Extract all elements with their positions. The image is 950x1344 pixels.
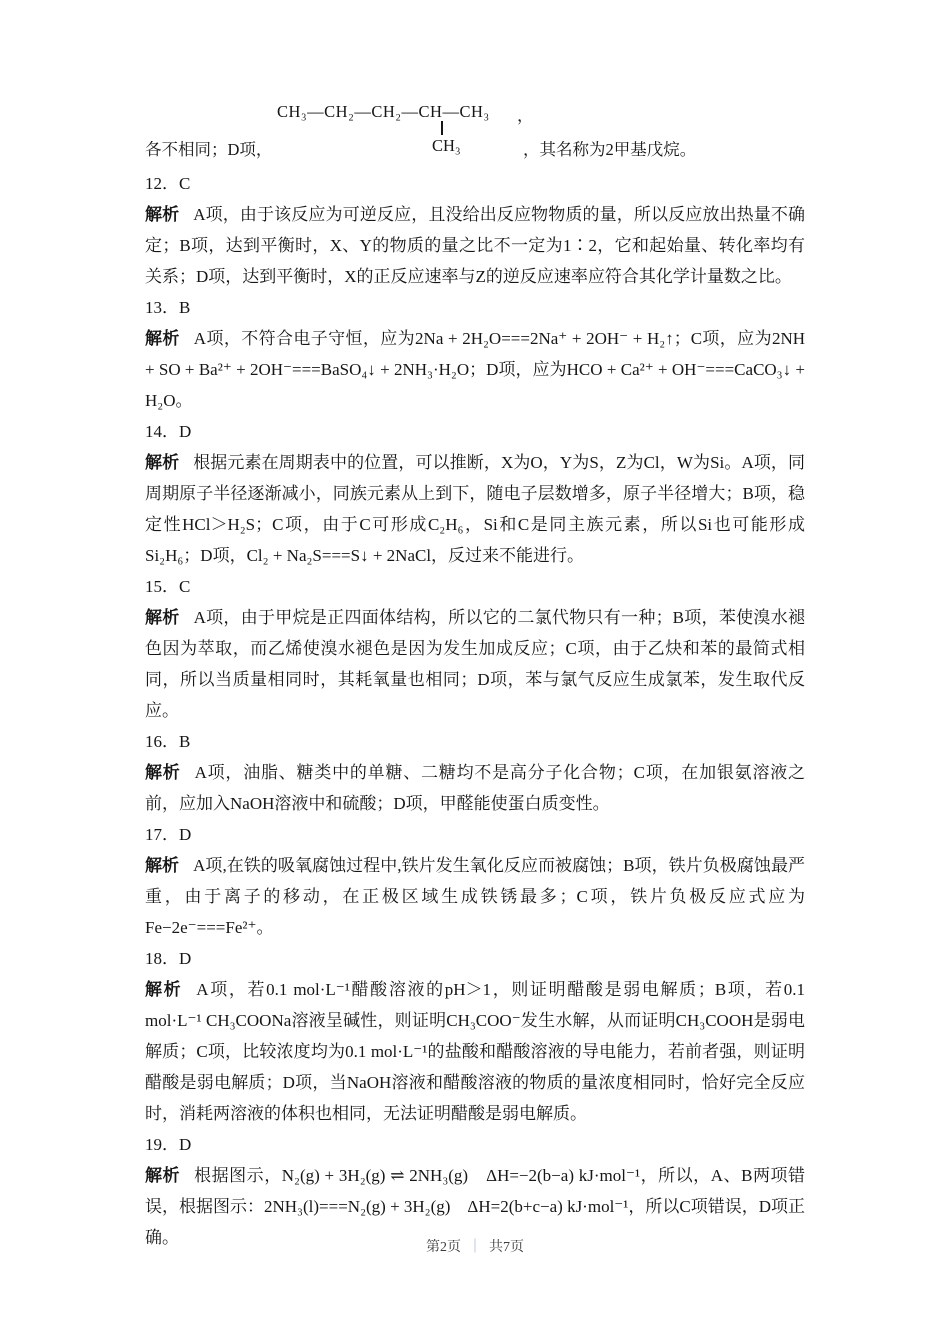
question-block-15 [145,571,805,726]
page-number: 第2页 [426,1240,461,1255]
question-answer: 16．B [145,732,191,751]
analysis-text: A项，由于该反应为可逆反应，且没给出反应物物质的量，所以反应放出热量不确定；B项，达到平衡时，X、Y的物质的量之比不一定为1∶2，它和起始量、转化率均有关系；D项，达到平衡时，X的正反应速率与Z的逆反应速率应符合其化学计量数之比。 [145,205,806,286]
question-block-16 [145,726,805,819]
structure-right-text: ，其名称为2甲基戊烷。 [523,140,697,159]
footer-divider: ｜ [468,1240,482,1255]
analysis-text: A项,在铁的吸氧腐蚀过程中,铁片发生氧化反应而被腐蚀；B项，铁片负极腐蚀最严重，由于离子的移动，在正极区域生成铁锈最多；C项，铁片负极反应式应为 Fe−2e⁻===Fe²⁺。 [145,856,805,937]
question-answer: 15．C [145,577,191,596]
document-content [145,102,805,1253]
structure-comma: ， [517,106,534,125]
question-block-14 [145,416,805,571]
structure-branch: CH₃ [432,136,461,155]
page-footer [0,1236,950,1256]
analysis-paragraph [145,447,805,571]
question-block-18 [145,943,805,1129]
analysis-label: 解析 [145,980,183,999]
analysis-text: A项，若0.1 mol·L⁻¹醋酸溶液的pH＞1，则证明醋酸是弱电解质；B项，若0.1 mol·L⁻¹ CH₃COONa溶液呈碱性，则证明CH₃COO⁻发生水解，从而证明CH₃COOH是弱电解质；C项，比较浓度均为0.1 mol·L⁻¹的盐酸和醋酸溶液的导电能力，若前者强，则证明醋酸是弱电解质；D项，当NaOH溶液和醋酸溶液的物质的量浓度相同时，恰好完全反应时，消耗两溶液的体积也相同，无法证明醋酸是弱电解质。 [145,980,806,1123]
question-answer: 13．B [145,298,191,317]
analysis-text: A项，不符合电子守恒，应为2Na + 2H₂O===2Na⁺ + 2OH⁻ + H₂↑；C项，应为2NH + SO + Ba²⁺ + 2OH⁻===BaSO₄↓ + 2NH₃·H₂O；D项，应为HCO + Ca²⁺ + OH⁻===CaCO₃↓ + H₂O。 [145,329,806,410]
analysis-paragraph [145,199,805,292]
analysis-paragraph [145,323,805,416]
analysis-paragraph [145,602,805,726]
question-answer: 12．C [145,174,191,193]
analysis-label: 解析 [145,1166,181,1185]
question-answer: 14．D [145,422,192,441]
structure-chain: CH₃—CH₂—CH₂—CH—CH₃ [277,102,490,121]
analysis-paragraph [145,757,805,819]
analysis-label: 解析 [145,856,180,875]
analysis-paragraph [145,974,805,1129]
analysis-label: 解析 [145,608,180,627]
question-answer: 17．D [145,825,192,844]
question-block-12 [145,168,805,292]
structure-left-text: 各不相同；D项， [145,140,273,159]
analysis-text: A项，由于甲烷是正四面体结构，所以它的二氯代物只有一种；B项，苯使溴水褪色因为萃取，而乙烯使溴水褪色是因为发生加成反应；C项，由于乙炔和苯的最简式相同，所以当质量相同时，其耗氧量也相同；D项，苯与氯气反应生成氯苯，发生取代反应。 [145,608,805,720]
analysis-text: A项，油脂、糖类中的单糖、二糖均不是高分子化合物；C项，在加银氨溶液之前，应加入NaOH溶液中和硫酸；D项，甲醛能使蛋白质变性。 [145,763,806,813]
analysis-label: 解析 [145,205,180,224]
question-answer: 18．D [145,949,192,968]
question-block-19 [145,1129,805,1253]
analysis-label: 解析 [145,453,180,472]
chemical-structure [145,102,805,168]
page-total: 共7页 [489,1240,524,1255]
analysis-text: 根据图示，N₂(g) + 3H₂(g) ⇌ 2NH₃(g) ΔH=−2(b−a) kJ·mol⁻¹，所以，A、B两项错误，根据图示：2NH₃(l)===N₂(g) + 3H₂(g) ΔH=2(b+c−a) kJ·mol⁻¹，所以C项错误，D项正确。 [145,1166,806,1247]
analysis-label: 解析 [145,329,180,348]
analysis-label: 解析 [145,763,181,782]
question-block-13 [145,292,805,416]
bond-line [441,121,443,135]
question-block-17 [145,819,805,943]
analysis-text: 根据元素在周期表中的位置，可以推断，X为O，Y为S，Z为Cl，W为Si。A项，同周期原子半径逐渐减小，同族元素从上到下，随电子层数增多，原子半径增大；B项，稳定性HCl＞H₂S；C项，由于C可形成C₂H₆，Si和C是同主族元素，所以Si也可能形成Si₂H₆；D项，Cl₂ + Na₂S===S↓ + 2NaCl，反过来不能进行。 [145,453,806,565]
question-answer: 19．D [145,1135,192,1154]
analysis-paragraph [145,850,805,943]
